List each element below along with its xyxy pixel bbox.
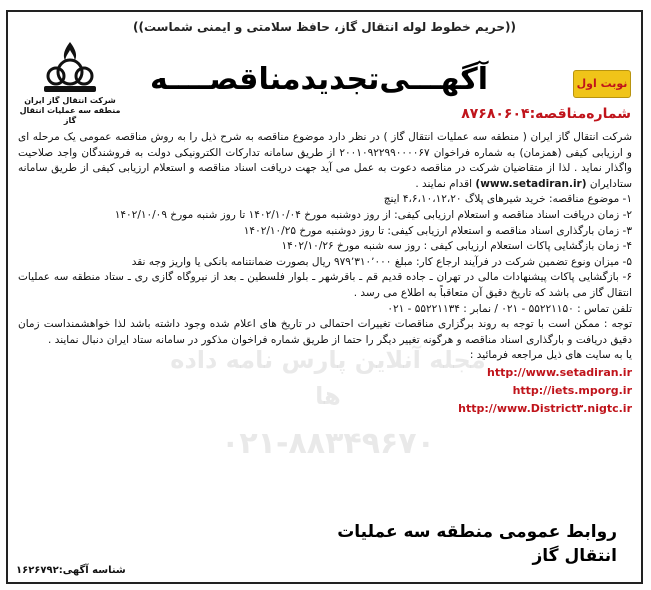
logo-region-name: منطقه سه عملیات انتقال گاز [19, 106, 121, 125]
safety-slogan: ((حریم خطوط لوله انتقال گاز، حافظ سلامتی و ایمنی شماست)) [133, 20, 516, 34]
list-item: ۱- موضوع مناقصه: خرید شیرهای پلاگ ۴،۶،۱۰،۱۲،۲۰ اینچ [383, 193, 632, 206]
setadiran-link[interactable]: (www.setadiran.ir) [475, 177, 587, 190]
url-iets[interactable]: http://iets.mporg.ir [512, 383, 632, 397]
round-badge: نوبت اول [573, 70, 631, 98]
watermark-text: مجله آنلاین پارس نامه داده ها [170, 346, 486, 410]
url-setadiran[interactable]: http://www.setadiran.ir [486, 365, 632, 379]
logo-company-name: شرکت انتقال گاز ایران [24, 96, 116, 105]
notice-title: آگهـــی‌تجدیدمناقصــــه [150, 62, 488, 97]
notice-frame [6, 10, 643, 584]
intro-text: شرکت انتقال گاز ایران ( منطقه سه عملیات انتقال گاز ) در نظر دارد موضوع مناقصه به شرح ذیل را به روش مناقصه عمومی یک مرحله ای و ارزیابی کیفی (همزمان) به شماره فراخوان ۲۰۰۱۰۹۲۲۹۹۰۰۰۰۶۷ از طریق سامانه تدارکات الکترونیکی دولت به فروشندگان واجد صلاحیت واگذار نماید . لذا از متقاضیان شرکت در مناقصه دعوت به عمل می آید جهت دریافت اسناد مناقصه و استعلام ارزیابی کیفی از طریق سامانه ستادایران [18, 131, 632, 190]
company-logo [14, 38, 126, 126]
gas-company-emblem-icon [38, 38, 102, 96]
contact-line: تلفن تماس : ۵۵۲۲۱۱۵۰ - ۰۲۱ / نمابر : ۵۵۲۲۱۱۳۴ - ۰۲۱ [387, 302, 632, 315]
intro-end-text: اقدام نمایند . [415, 177, 473, 190]
notice-body [18, 130, 632, 418]
note-paragraph: توجه : ممکن است با توجه به روند برگزاری مناقصات تغییرات احتمالی در تاریخ های اعلام شده وجود داشته باشد لذا خواهشمنداست زمان دقیق دریافت و بارگذاری اسناد مناقصه و هرگونه تغییر دیگر را حتما از طریق شماره فراخوان مذکور در سامانه ستاد ایران دنبال نمایند . [18, 318, 632, 346]
intro-paragraph [18, 130, 632, 192]
sites-intro: یا به سایت های ذیل مراجعه فرمائید : [469, 349, 632, 362]
public-relations-signature: روابط عمومی منطقه سه عملیات انتقال گاز [337, 522, 617, 566]
list-item: ۵- میزان ونوع تضمین شرکت در فرآیند ارجاع کار: مبلغ ۹۷۹٬۳۱۰٬۰۰۰ ریال بصورت ضمانتنامه بانکی یا واریز وجه نقد [131, 255, 632, 268]
tender-number: شماره‌مناقصه:۸۷۶۸۰۶۰۴ [461, 106, 631, 122]
url-district3[interactable]: http://www.District۳.nigtc.ir [458, 401, 632, 415]
list-item: ۴- زمان بازگشایی پاکات استعلام ارزیابی کیفی : روز سه شنبه مورخ ۱۴۰۲/۱۰/۲۶ [281, 240, 632, 253]
notice-id: شناسه آگهی:۱۶۲۶۷۹۲ [16, 565, 126, 576]
list-item: ۲- زمان دریافت اسناد مناقصه و استعلام ارزیابی کیفی: از روز دوشنبه مورخ ۱۴۰۲/۱۰/۰۴ تا روز شنبه مورخ ۱۴۰۲/۱۰/۰۹ [114, 208, 632, 221]
list-item: ۶- بازگشایی پاکات پیشنهادات مالی در تهران ـ جاده قدیم قم ـ باقرشهر ـ بلوار فلسطین ـ بعد از نیروگاه گازی ری ـ ستاد منطقه سه عملیات انتقال گاز می باشد که تاریخ دقیق آن متعاقباً به اطلاع می رسد . [18, 271, 632, 299]
watermark-phone: ۰۲۱-۸۸۳۴۹۶۷۰ [221, 426, 435, 461]
list-item: ۳- زمان بارگذاری اسناد مناقصه و استعلام ارزیابی کیفی: تا روز دوشنبه مورخ ۱۴۰۲/۱۰/۲۵ [243, 224, 632, 237]
